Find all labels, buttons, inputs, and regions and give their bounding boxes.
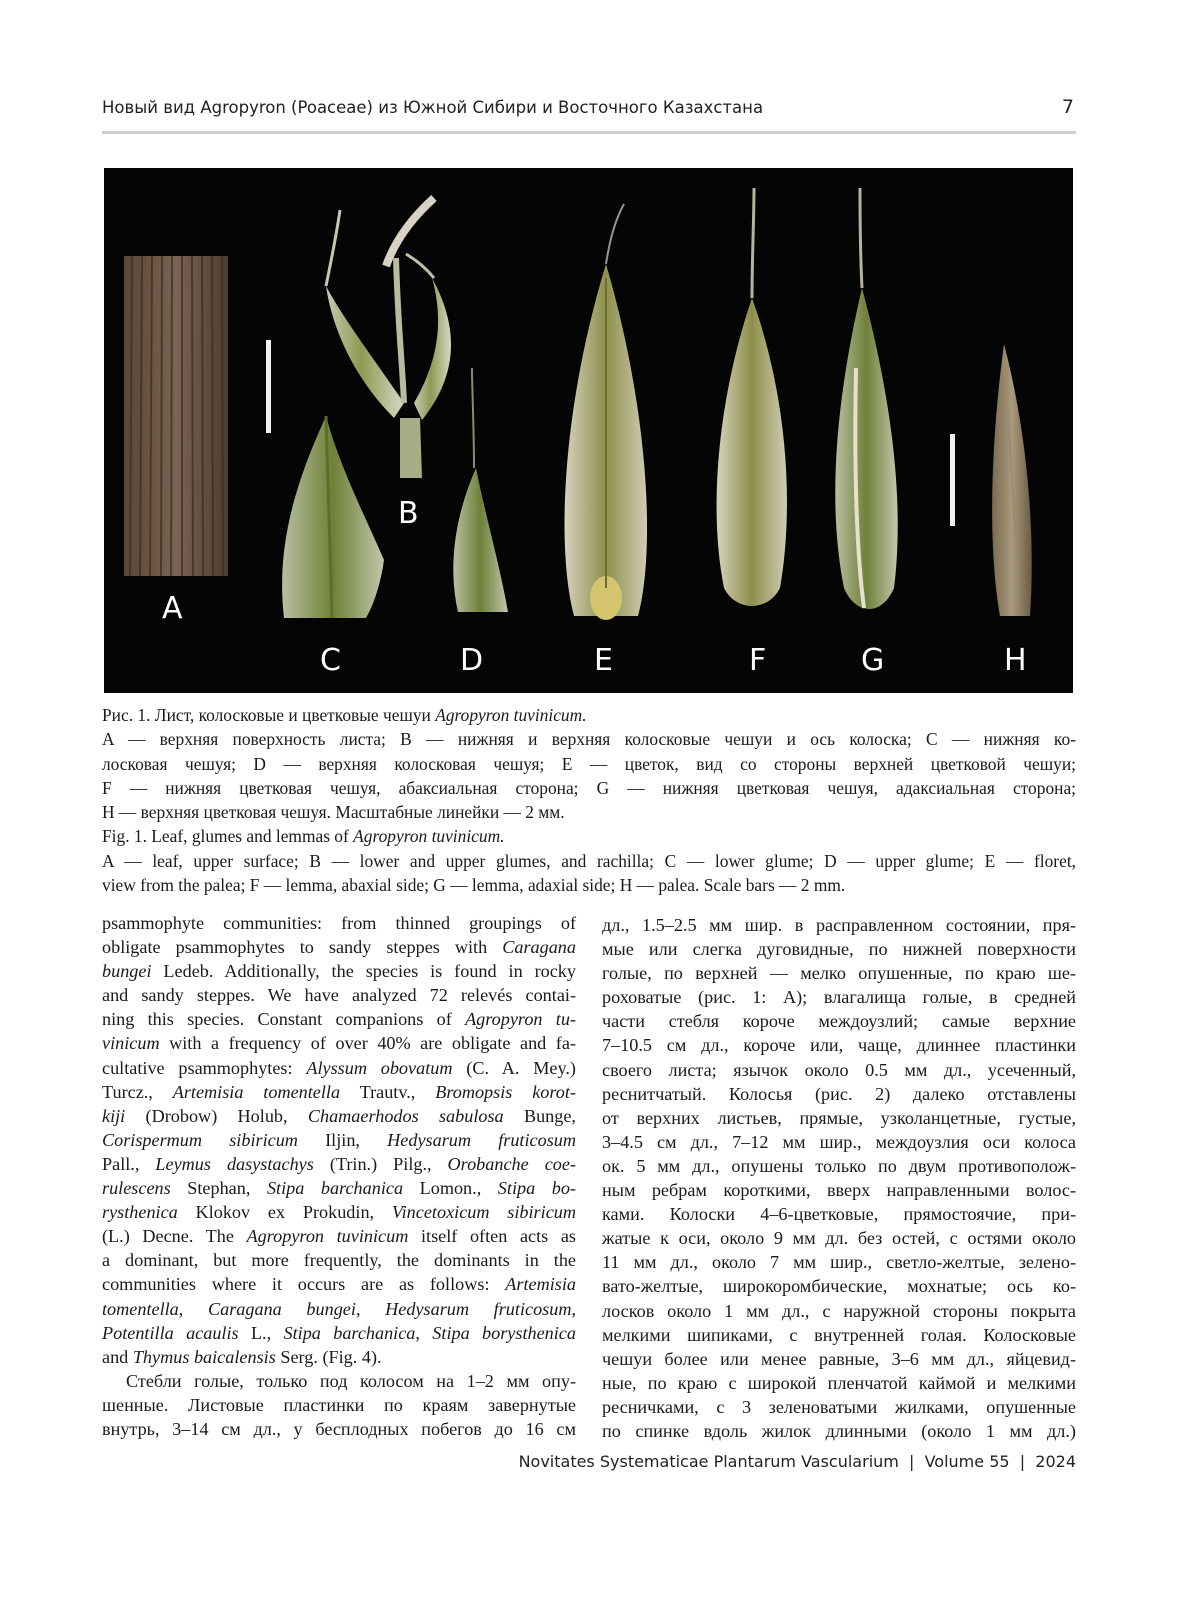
text-line: Pall., Leymus dasystachys (Trin.) Pilg., Orobanche coe- bbox=[102, 1153, 576, 1174]
caption-ru-line: лосковая чешуя; D — верхняя колосковая чешуя; E — цветок, вид со стороны верхней цветковой чешуи; bbox=[102, 753, 1076, 774]
text-line: 3–4.5 см дл., 7–12 мм шир., междоузлия оси колоса bbox=[602, 1131, 1076, 1152]
caption-ru-line: H — верхняя цветковая чешуя. Масштабные линейки — 2 мм. bbox=[102, 802, 565, 823]
text-line: Turcz., Artemisia tomentella Trautv., Bromopsis korot- bbox=[102, 1081, 576, 1102]
text-line: and Thymus baicalensis Serg. (Fig. 4). bbox=[102, 1346, 382, 1367]
panel-label-a: A bbox=[162, 591, 183, 626]
footer-separator: | bbox=[909, 1452, 915, 1471]
text-line: 7–10.5 см дл., короче или, чаще, длиннее пластинки bbox=[602, 1035, 1076, 1056]
panel-c-lower-glume bbox=[282, 416, 384, 618]
text-line: Potentilla acaulis L., Stipa barchanica, Stipa borysthenica bbox=[102, 1322, 576, 1343]
panel-label-f: F bbox=[749, 643, 767, 678]
text-line: ным ребрам короткими, вверх направленными волос- bbox=[602, 1180, 1076, 1201]
figure-1-svg bbox=[104, 168, 1073, 693]
page-footer bbox=[519, 1452, 1076, 1471]
text-line: ок. 5 мм дл., опушены только по двум противополож- bbox=[602, 1155, 1076, 1176]
body-right-column bbox=[602, 913, 1076, 1443]
figure-1-photo-plate bbox=[104, 168, 1073, 693]
caption-ru-line: F — нижняя цветковая чешуя, абаксиальная сторона; G — нижняя цветковая чешуя, адаксиальная сторона; bbox=[102, 777, 1076, 798]
body-left-column bbox=[102, 911, 576, 1441]
text-line: rulescens Stephan, Stipa barchanica Lomon., Stipa bo- bbox=[102, 1178, 576, 1199]
text-line: ресничками, с 3 зеленоватыми жилками, опушенные bbox=[602, 1396, 1076, 1417]
text-line: мелкими шипиками, с внутренней голая. Колосковые bbox=[602, 1324, 1076, 1345]
caption-ru-line: A — верхняя поверхность листа; B — нижняя и верхняя колосковые чешуи и ось колоска; C — нижняя ко- bbox=[102, 729, 1076, 750]
text-line: ками. Колоски 4–6-цветковые, прямостоячие, при- bbox=[602, 1204, 1076, 1225]
footer-volume: Volume 55 bbox=[924, 1452, 1010, 1471]
text-line: ные, по краю с широкой пленчатой каймой и мелкими bbox=[602, 1372, 1076, 1393]
panel-label-c: C bbox=[320, 643, 341, 678]
caption-en-title: Fig. 1. Leaf, glumes and lemmas of Agropyron tuvinicum. bbox=[102, 826, 505, 847]
text-line: vinicum with a frequency of over 40% are obligate and fa- bbox=[102, 1033, 576, 1054]
text-line: obligate psammophytes to sandy steppes with Caragana bbox=[102, 937, 576, 958]
text-line: своего листа; язычок около 0.5 мм дл., усеченный, bbox=[602, 1059, 1076, 1080]
text-line: 11 мм дл., около 7 мм шир., светло-желтые, зелено- bbox=[602, 1252, 1076, 1273]
panel-h-palea bbox=[992, 344, 1032, 616]
panel-label-h: H bbox=[1004, 643, 1027, 678]
page-number: 7 bbox=[1061, 96, 1074, 118]
text-line: bungei Ledeb. Additionally, the species is found in rocky bbox=[102, 961, 576, 982]
caption-en-line: view from the palea; F — lemma, abaxial side; G — lemma, adaxial side; H — palea. Scale bars — 2 mm. bbox=[102, 875, 846, 896]
text-line: psammophyte communities: from thinned groupings of bbox=[102, 913, 576, 933]
text-line: голые, по верхней — мелко опушенные, по краю ше- bbox=[602, 963, 1076, 984]
scale-bar-left bbox=[266, 340, 271, 433]
footer-separator: | bbox=[1019, 1452, 1026, 1471]
text-line: части стебля короче междоузлий; самые верхние bbox=[602, 1011, 1076, 1032]
caption-en-line: A — leaf, upper surface; B — lower and upper glumes, and rachilla; C — lower glume; D — upper glume; E — floret, bbox=[102, 850, 1076, 871]
running-head bbox=[102, 96, 1076, 124]
text-line: мые или слегка дуговидные, по нижней поверхности bbox=[602, 939, 1076, 960]
text-line: tomentella, Caragana bungei, Hedysarum fruticosum, bbox=[102, 1298, 577, 1319]
footer-year: 2024 bbox=[1035, 1452, 1076, 1471]
figure-caption bbox=[102, 703, 1076, 897]
panel-f-lemma-abaxial bbox=[717, 188, 787, 606]
panel-e-floret bbox=[565, 204, 648, 620]
panel-g-lemma-adaxial bbox=[835, 188, 897, 609]
panel-b-glumes bbox=[326, 198, 451, 478]
panel-d-upper-glume bbox=[453, 368, 508, 612]
panel-label-e: E bbox=[594, 643, 613, 678]
footer-journal: Novitates Systematicae Plantarum Vascularium bbox=[518, 1452, 899, 1471]
text-line: чешуи более или менее равные, 3–6 мм дл., яйцевид- bbox=[602, 1348, 1076, 1369]
text-line: Corispermum sibiricum Iljin, Hedysarum fruticosum bbox=[102, 1129, 577, 1150]
header-rule bbox=[102, 131, 1076, 134]
caption-ru-title: Рис. 1. Лист, колосковые и цветковые чешуи Agropyron tuvinicum. bbox=[102, 705, 587, 725]
text-line: kiji (Drobow) Holub, Chamaerhodos sabulosa Bunge, bbox=[102, 1105, 576, 1126]
text-line: communities where it occurs are as follows: Artemisia bbox=[102, 1274, 576, 1295]
text-line: жатые к оси, около 9 мм дл. без остей, с остями около bbox=[602, 1228, 1076, 1249]
text-line: cultative psammophytes: Alyssum obovatum (C. A. Mey.) bbox=[102, 1057, 576, 1078]
text-line: роховатые (рис. 1: A); влагалища голые, в средней bbox=[602, 987, 1076, 1008]
text-line: a dominant, but more frequently, the dominants in the bbox=[102, 1250, 576, 1271]
text-line: по спинке вдоль жилок длинными (около 1 мм дл.) bbox=[602, 1420, 1076, 1441]
text-line: ning this species. Constant companions of Agropyron tu- bbox=[102, 1009, 576, 1030]
text-line: (L.) Decne. The Agropyron tuvinicum itself often acts as bbox=[102, 1226, 576, 1247]
text-line: реснитчатый. Колосья (рис. 2) далеко отставлены bbox=[602, 1083, 1076, 1104]
text-line: дл., 1.5–2.5 мм шир. в расправленном состоянии, пря- bbox=[602, 915, 1076, 935]
text-line: шенные. Листовые пластинки по краям завернутые bbox=[102, 1394, 576, 1415]
panel-label-d: D bbox=[460, 643, 484, 678]
running-title: Новый вид Agropyron (Poaceae) из Южной Сибири и Восточного Казахстана bbox=[102, 98, 764, 117]
text-line: внутрь, 3–14 см дл., у бесплодных побегов до 16 см bbox=[102, 1418, 576, 1439]
panel-label-b: B bbox=[398, 496, 419, 531]
scale-bar-right bbox=[950, 434, 955, 526]
panel-label-g: G bbox=[861, 643, 885, 678]
panel-a-leaf bbox=[124, 256, 228, 576]
text-line: and sandy steppes. We have analyzed 72 relevés contai- bbox=[102, 985, 576, 1006]
text-line: rysthenica Klokov ex Prokudin, Vincetoxicum sibiricum bbox=[102, 1202, 576, 1223]
text-line: вато-желтые, широкоромбические, мохнатые; ось ко- bbox=[602, 1276, 1076, 1297]
text-line: от верхних листьев, прямые, узколанцетные, густые, bbox=[602, 1107, 1076, 1128]
text-line: лосков около 1 мм дл., с наружной стороны покрыта bbox=[602, 1300, 1076, 1321]
text-line: Стебли голые, только под колосом на 1–2 мм опу- bbox=[126, 1370, 576, 1391]
